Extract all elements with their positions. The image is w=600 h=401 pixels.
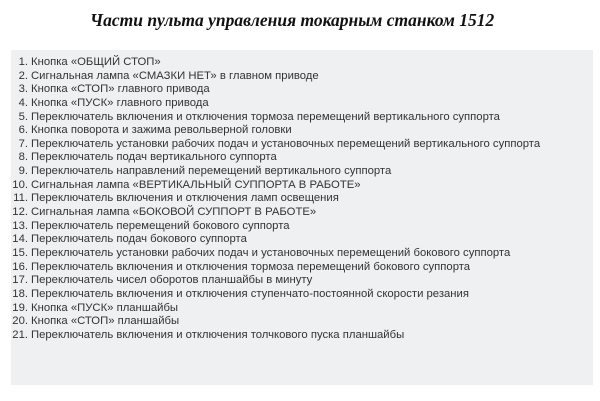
list-item [11,302,593,316]
list-item [11,83,593,97]
parts-list-panel [11,50,593,385]
list-item [11,124,593,138]
list-item [11,56,593,70]
item-text: Переключатель подач вертикального суппорта [31,151,277,164]
item-number: 21. [12,328,28,341]
list-item [11,329,593,343]
item-text: Переключатель перемещений бокового суппорта [31,219,290,232]
item-text: Кнопка «ПУСК» планшайбы [31,301,179,314]
item-number: 3. [18,83,28,96]
item-number: 7. [18,137,28,150]
item-text: Сигнальная лампа «СМАЗКИ НЕТ» в главном приводе [31,69,319,82]
item-number: 2. [18,69,28,82]
item-number: 5. [18,110,28,123]
item-text: Сигнальная лампа «БОКОВОЙ СУППОРТ В РАБОТЕ» [31,206,317,219]
list-item [11,111,593,125]
item-number: 9. [18,165,28,178]
item-text: Переключатель включения и отключения ламп освещения [31,192,339,205]
item-text: Кнопка поворота и зажима револьверной головки [31,124,292,137]
item-text: Кнопка «ОБЩИЙ СТОП» [31,56,161,68]
list-item [11,138,593,152]
item-number: 20. [12,315,28,328]
list-item [11,315,593,329]
list-item [11,206,593,220]
item-number: 8. [18,151,28,164]
item-number: 19. [12,301,28,314]
item-text: Сигнальная лампа «ВЕРТИКАЛЬНЫЙ СУППОРТА В РАБОТЕ» [31,178,361,191]
item-text: Переключатель включения и отключения ступенчато-постоянной скорости резания [31,287,469,300]
item-number: 6. [18,124,28,137]
list-item [11,288,593,302]
list-item [11,70,593,84]
item-number: 4. [18,96,28,109]
item-number: 16. [12,260,28,273]
item-number: 13. [12,219,28,232]
page-title: Части пульта управления токарным станком 1512 [90,10,495,30]
item-text: Кнопка «СТОП» планшайбы [31,315,180,328]
item-number: 11. [13,192,28,205]
item-text: Переключатель включения и отключения тормоза перемещений вертикального суппорта [31,110,500,123]
item-number: 15. [12,246,28,259]
item-text: Кнопка «СТОП» главного привода [31,83,210,96]
item-number: 1. [18,56,28,68]
item-text: Переключатель установки рабочих подач и установочных перемещений вертикального суппорта [31,137,541,150]
item-number: 17. [12,274,28,287]
list-item [11,97,593,111]
list-item [11,179,593,193]
parts-list [11,56,593,342]
item-text: Переключатель направлений перемещений вертикального суппорта [31,165,392,178]
list-item [11,261,593,275]
item-text: Переключатель чисел оборотов планшайбы в минуту [31,274,313,287]
item-text: Переключатель подач бокового суппорта [31,233,247,246]
item-text: Переключатель включения и отключения тормоза перемещений бокового суппорта [31,260,471,273]
list-item [11,165,593,179]
item-number: 10. [12,178,28,191]
list-item [11,220,593,234]
list-item [11,192,593,206]
item-number: 14. [12,233,28,246]
item-text: Переключатель установки рабочих подач и установочных перемещений бокового суппорта [31,246,511,259]
list-item [11,274,593,288]
list-item [11,233,593,247]
list-item [11,151,593,165]
item-number: 18. [12,287,28,300]
item-number: 12. [12,206,28,219]
item-text: Кнопка «ПУСК» главного привода [31,96,209,109]
item-text: Переключатель включения и отключения толчкового пуска планшайбы [31,328,405,341]
list-item [11,247,593,261]
